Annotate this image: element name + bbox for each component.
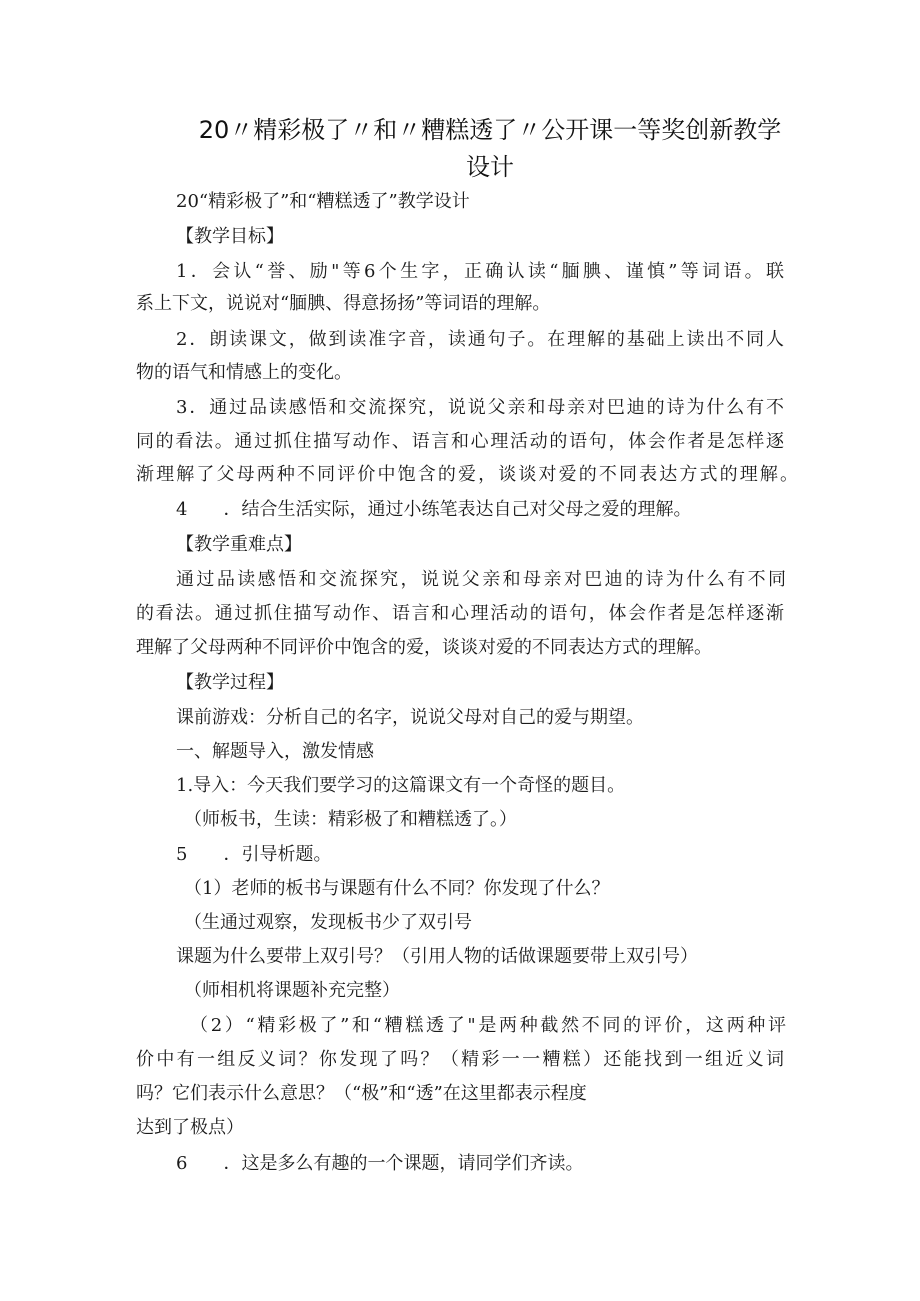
section-heading-objectives: 【教学目标】: [176, 226, 284, 247]
step-5-question-2-line-1: （2）“精彩极了”和“糟糕透了"是两种截然不同的评价，这两种评: [190, 1015, 786, 1036]
objective-2-line-1: 2．朗读课文，做到读准字音，读通句子。在理解的基础上读出不同人: [176, 329, 784, 350]
step-5-question-2-line-3: 吗？它们表示什么意思？（“极”和“透”在这里都表示程度: [136, 1083, 587, 1104]
step-6: 6 ．这是多么有趣的一个课题，请同学们齐读。: [176, 1153, 584, 1174]
key-points-line-1: 通过品读感悟和交流探究，说说父亲和母亲对巴迪的诗为什么有不同: [176, 569, 786, 590]
part-1-heading: 一、解题导入，激发情感: [176, 741, 374, 762]
step-5-question-1: （1）老师的板书与课题有什么不同？你发现了什么？: [184, 878, 610, 899]
step-5-note-1: （生通过观察，发现板书少了双引号: [184, 912, 472, 933]
objective-3-line-2: 同的看法。通过抓住描写动作、语言和心理活动的语句，体会作者是怎样逐: [136, 431, 784, 452]
key-points-line-3: 理解了父母两种不同评价中饱含的爱，谈谈对爱的不同表达方式的理解。: [136, 637, 712, 658]
objective-2-line-2: 物的语气和情感上的变化。: [136, 362, 352, 383]
step-5-question-2-line-4: 达到了极点）: [136, 1117, 244, 1138]
step-5-question-quotes: 课题为什么要带上双引号？（引用人物的话做课题要带上双引号）: [176, 946, 698, 967]
objective-3-line-1: 3．通过品读感悟和交流探究，说说父亲和母亲对巴迪的诗为什么有不: [176, 397, 784, 418]
section-heading-key-points: 【教学重难点】: [176, 534, 302, 555]
section-heading-process: 【教学过程】: [176, 672, 284, 693]
step-1-intro: 1.导入：今天我们要学习的这篇课文有一个奇怪的题目。: [176, 775, 626, 796]
objective-4: 4 ．结合生活实际，通过小练笔表达自己对父母之爱的理解。: [176, 499, 692, 520]
objective-3-line-3: 渐理解了父母两种不同评价中饱含的爱，谈谈对爱的不同表达方式的理解。: [136, 464, 798, 485]
objective-1-line-1: 1．会认“誉、励"等6个生字，正确认读“腼腆、谨慎”等词语。联: [176, 261, 784, 282]
step-5-note-2: （师相机将课题补充完整）: [184, 980, 400, 1001]
step-5: 5 ．引导析题。: [176, 844, 332, 865]
step-1-note: （师板书，生读：精彩极了和糟糕透了。）: [184, 809, 517, 830]
objective-1-line-2: 系上下文，说说对“腼腆、得意扬扬”等词语的理解。: [136, 293, 551, 314]
key-points-line-2: 的看法。通过抓住描写动作、语言和心理活动的语句，体会作者是怎样逐渐: [136, 603, 784, 624]
step-5-question-2-line-2: 价中有一组反义词？你发现了吗？（精彩一一糟糕）还能找到一组近义词: [136, 1049, 784, 1070]
subtitle: 20“精彩极了”和“糟糕透了”教学设计: [176, 191, 470, 212]
document-title-continued: 设计: [466, 153, 514, 181]
document-title: 20〃精彩极了〃和〃糟糕透了〃公开课一等奖创新教学: [198, 116, 782, 144]
pre-class-game: 课前游戏：分析自己的名字，说说父母对自己的爱与期望。: [176, 707, 644, 728]
